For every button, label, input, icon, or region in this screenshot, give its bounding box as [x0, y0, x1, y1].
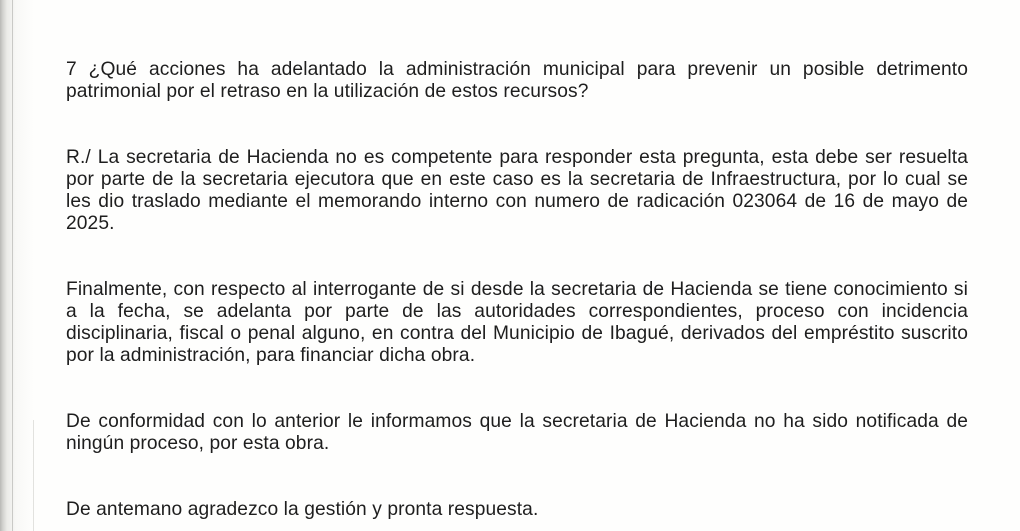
scan-line-faint [33, 420, 34, 531]
document-body [66, 59, 968, 521]
paragraph-closing: De antemano agradezco la gestión y pronta respuesta. [66, 499, 539, 520]
paragraph-finally: Finalmente, con respecto al interrogante de si desde la secretaria de Hacienda se tiene conocimiento si a la fecha, se adelanta por parte de las autoridades correspondientes, proceso con incidencia disciplinaria, fiscal o penal alguno, en contra del Municipio de Ibagué, derivados del empréstito suscrito por la administración, para financiar dicha obra. [66, 279, 968, 366]
paragraph-question-7: 7 ¿Qué acciones ha adelantado la administración municipal para prevenir un posible detrimento patrimonial por el retraso en la utilización de estos recursos? [66, 59, 968, 102]
scan-shadow-edge [0, 0, 34, 531]
paragraph-answer: R./ La secretaria de Hacienda no es competente para responder esta pregunta, esta debe ser resuelta por parte de la secretaria ejecutora que en este caso es la secretaria de Infraestructura, por lo cual se les dio traslado mediante el memorando interno con numero de radicación 023064 de 16 de mayo de 2025. [66, 147, 968, 234]
paragraph-conformity: De conformidad con lo anterior le informamos que la secretaria de Hacienda no ha sido notificada de ningún proceso, por esta obra. [66, 411, 968, 454]
scan-line [12, 0, 13, 531]
